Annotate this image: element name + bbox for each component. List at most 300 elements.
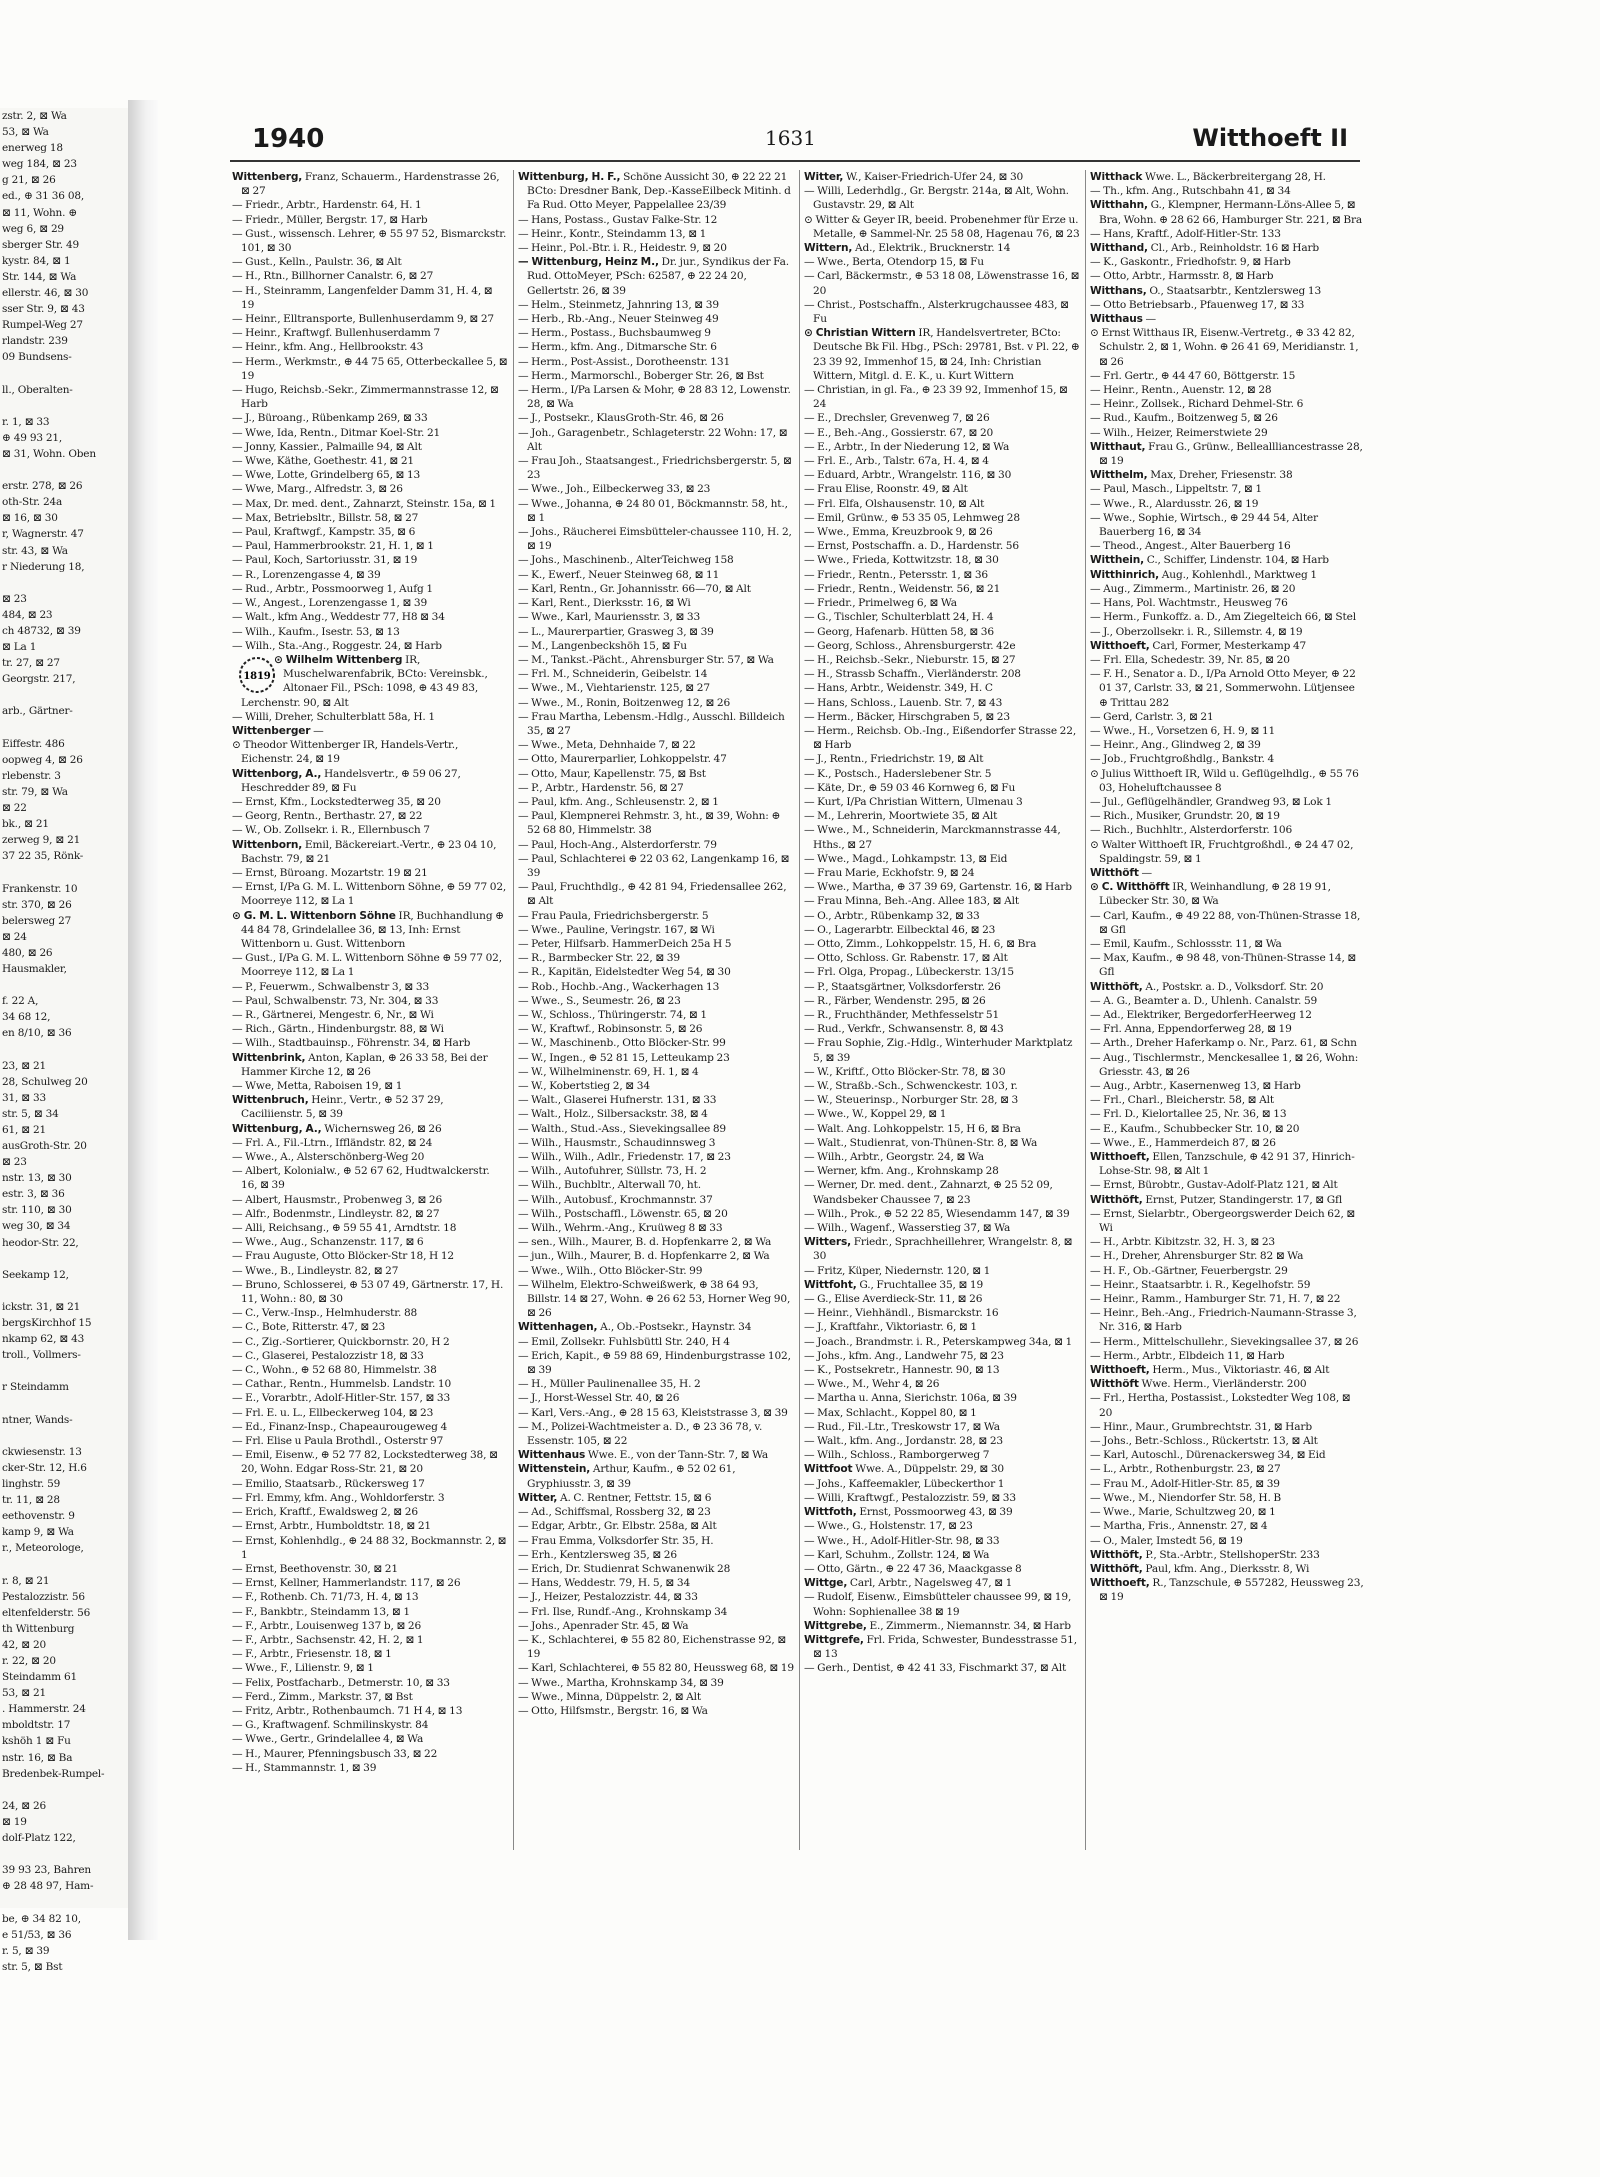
directory-entry xyxy=(518,951,794,965)
directory-entry xyxy=(804,852,1080,866)
entry-details: Ernst, Possmoorweg 43, ⊠ 39 xyxy=(856,1506,1013,1519)
entry-details: — xyxy=(310,724,324,737)
entry-details: — W., Angest., Lorenzengasse 1, ⊠ 39 xyxy=(232,597,428,610)
directory-entry xyxy=(518,1406,794,1420)
directory-entry xyxy=(1090,1534,1366,1548)
entry-surname: Witthoeft, xyxy=(1090,1364,1150,1377)
entry-details: — Wilh., Wagenf., Wasserstieg 37, ⊠ Wa xyxy=(804,1222,1011,1235)
entry-details: — Rud., Verkfr., Schwansenstr. 8, ⊠ 43 xyxy=(804,1023,1004,1036)
entry-details: — Johs., Betr.-Schloss., Rückertstr. 13, ⊠ Alt xyxy=(1090,1435,1318,1448)
left-fragment-line: zstr. 2, ⊠ Wa xyxy=(2,110,67,122)
left-fragment-line: linghstr. 59 xyxy=(2,1477,61,1490)
left-fragment-line: ⊕ 28 48 97, Ham- xyxy=(2,1880,94,1893)
directory-entry xyxy=(1090,227,1366,241)
directory-entry xyxy=(1090,1207,1366,1235)
entry-details: — A. G., Beamter a. D., Uhlenh. Canalstr. 59 xyxy=(1090,994,1318,1007)
entry-details: — Hans, Arbtr., Weidenstr. 349, H. C xyxy=(804,682,993,695)
directory-entry xyxy=(1090,1036,1366,1050)
directory-entry xyxy=(804,1036,1080,1064)
left-fragment-line: r Niederung 18, xyxy=(2,560,85,573)
directory-entry xyxy=(518,383,794,411)
directory-entry xyxy=(1090,1420,1366,1434)
company-logo xyxy=(237,655,277,695)
entry-details: — Kurt, I/Pa Christian Wittern, Ulmenau 3 xyxy=(804,795,1023,808)
entry-details: — Wilh., Postschaffl., Löwenstr. 65, ⊠ 20 xyxy=(518,1207,728,1220)
entry-details: — W., Kriftf., Otto Blöcker-Str. 78, ⊠ 30 xyxy=(804,1065,1006,1078)
entry-details: — Wwe., Marie, Schultzweg 20, ⊠ 1 xyxy=(1090,1506,1276,1519)
entry-details: — Johs., Räucherei Eimsbütteler-chaussee 110, H. 2, ⊠ 19 xyxy=(518,526,792,553)
directory-entry xyxy=(232,1534,508,1562)
left-fragment-line: ⊠ 23 xyxy=(2,592,27,605)
entry-details: — Emil, Grünw., ⊕ 53 35 05, Lehmweg 28 xyxy=(804,511,1020,524)
entry-details: — Ed., Finanz-Insp., Chapeaurougeweg 4 xyxy=(232,1420,448,1433)
directory-entry xyxy=(518,411,794,425)
left-fragment-line: mboldtstr. 17 xyxy=(2,1719,71,1732)
entry-details: — R., Lorenzengasse 4, ⊠ 39 xyxy=(232,568,381,581)
directory-entry xyxy=(232,1448,508,1476)
left-fragment-line xyxy=(0,1251,128,1267)
directory-entry xyxy=(804,1136,1080,1150)
directory-entry xyxy=(232,355,508,383)
entry-details: — Wilh., Sta.-Ang., Roggestr. 24, ⊠ Harb xyxy=(232,639,442,652)
directory-entry xyxy=(1090,1022,1366,1036)
entry-details: — Hans, Kraftf., Adolf-Hitler-Str. 133 xyxy=(1090,227,1281,240)
entry-details: — Frau Joh., Staatsangest., Friedrichsbergerstr. 5, ⊠ 23 xyxy=(518,455,792,482)
directory-entry xyxy=(804,426,1080,440)
left-fragment-line: erstr. 278, ⊠ 26 xyxy=(2,480,83,493)
entry-details: — Gerh., Dentist, ⊕ 42 41 33, Fischmarkt 37, ⊠ Alt xyxy=(804,1662,1067,1675)
entry-details: — O., Arbtr., Rübenkamp 32, ⊠ 33 xyxy=(804,909,980,922)
directory-entry xyxy=(232,1193,508,1207)
entry-details: Wwe. A., Düppelstr. 29, ⊠ 30 xyxy=(852,1463,1005,1476)
entry-details: Frau G., Grünw., Belleallliancestrasse 28, ⊠ 19 xyxy=(1099,440,1363,468)
directory-entry xyxy=(232,980,508,994)
directory-entry xyxy=(232,1207,508,1221)
entry-details: Paul, kfm. Ang., Dierksstr. 8, Wi xyxy=(1142,1562,1310,1575)
entry-details: — Wilh., Autobusf., Krochmannstr. 37 xyxy=(518,1193,713,1206)
entry-details: — Wwe., Martha, Krohnskamp 34, ⊠ 39 xyxy=(518,1676,724,1689)
left-fragment-line: enerweg 18 xyxy=(2,142,63,155)
entry-details: — Paul, Schlachterei ⊕ 22 03 62, Langenkamp 16, ⊠ 39 xyxy=(518,852,790,879)
entry-details: — Wilh., Stadtbauinsp., Föhrenstr. 34, ⊠ Harb xyxy=(232,1037,471,1050)
directory-entry xyxy=(232,1164,508,1192)
entry-details: — Otto, Hilfsmstr., Bergstr. 16, ⊠ Wa xyxy=(518,1704,708,1717)
directory-entry xyxy=(1090,596,1366,610)
entry-details: — Emil, Eisenw., ⊕ 52 77 82, Lockstedterweg 38, ⊠ 20, Wohn. Edgar Ross-Str. 21, ⊠ 20 xyxy=(232,1449,498,1476)
directory-entry xyxy=(804,866,1080,880)
directory-entry xyxy=(804,1264,1080,1278)
entry-details: — Wwe, Ida, Rentn., Ditmar Koel-Str. 21 xyxy=(232,426,441,439)
entry-details: — Rob., Hochb.-Ang., Wackerhagen 13 xyxy=(518,980,720,993)
directory-entry xyxy=(1090,653,1366,667)
entry-details: — Wwe, Käthe, Goethestr. 41, ⊠ 21 xyxy=(232,455,415,468)
directory-entry xyxy=(1090,1193,1366,1207)
directory-entry xyxy=(518,568,794,582)
directory-entry xyxy=(1090,1079,1366,1093)
directory-entry xyxy=(232,1676,508,1690)
entry-details: — Wwe., Aug., Schanzenstr. 117, ⊠ 6 xyxy=(232,1236,424,1249)
directory-column-1 xyxy=(232,170,508,1860)
directory-entry xyxy=(1090,838,1366,866)
entry-details: — Herb., Rb.-Ang., Neuer Steinweg 49 xyxy=(518,313,719,326)
entry-details: — Carl, Kaufm., ⊕ 49 22 88, von-Thünen-Strasse 18, ⊠ Gfl xyxy=(1090,909,1361,936)
left-fragment-line: rlandstr. 239 xyxy=(2,335,68,348)
entry-details: — W., Ingen., ⊕ 52 81 15, Letteukamp 23 xyxy=(518,1051,730,1064)
directory-entry xyxy=(1090,610,1366,624)
directory-entry xyxy=(1090,312,1366,326)
entry-details: — Gust., wissensch. Lehrer, ⊕ 55 97 52, Bismarckstr. 101, ⊠ 30 xyxy=(232,227,507,255)
directory-entry xyxy=(232,1619,508,1633)
directory-entry xyxy=(1090,1178,1366,1192)
left-fragment-line: arb., Gärtner- xyxy=(2,705,73,718)
left-page-fragment xyxy=(0,108,130,1973)
directory-entry xyxy=(518,937,794,951)
entry-details: — Th., kfm. Ang., Rutschbahn 41, ⊠ 34 xyxy=(1090,185,1291,198)
left-fragment-line: 23, ⊠ 21 xyxy=(2,1059,46,1072)
entry-details: — Max, Betriebsltr., Billstr. 58, ⊠ 27 xyxy=(232,511,419,524)
entry-details: — Hinr., Maur., Grumbrechtstr. 31, ⊠ Harb xyxy=(1090,1420,1312,1433)
directory-entry xyxy=(232,1036,508,1050)
entry-details: — Frl. Anna, Eppendorferweg 28, ⊠ 19 xyxy=(1090,1023,1292,1036)
left-fragment-line: cker-Str. 12, H.6 xyxy=(2,1461,87,1474)
left-fragment-line: ⊠ 11, Wohn. ⊕ xyxy=(2,206,77,219)
directory-entry xyxy=(518,610,794,624)
directory-entry xyxy=(518,1249,794,1263)
entry-details: — Ernst, Kellner, Hammerlandstr. 117, ⊠ 26 xyxy=(232,1577,461,1590)
directory-entry xyxy=(1090,866,1366,880)
entry-details: — Otto, Zimm., Lohkoppelstr. 15, H. 6, ⊠ Bra xyxy=(804,937,1037,950)
running-title: Witthoeft II xyxy=(1192,124,1348,152)
left-fragment-line: str. 370, ⊠ 26 xyxy=(2,898,72,911)
directory-entry xyxy=(518,809,794,837)
directory-entry xyxy=(804,553,1080,567)
left-fragment-line: nkamp 62, ⊠ 43 xyxy=(2,1333,85,1346)
entry-details: Friedr., Sprachheillehrer, Wrangelstr. 8, ⊠ 30 xyxy=(813,1236,1073,1263)
left-fragment-line: g 21, ⊠ 26 xyxy=(2,174,56,187)
directory-entry xyxy=(232,426,508,440)
directory-entry xyxy=(1090,468,1366,482)
entry-details: — Erh., Kentzlersweg 35, ⊠ 26 xyxy=(518,1548,677,1561)
directory-entry xyxy=(518,653,794,667)
entry-details: — W., Steuerinsp., Norburger Str. 28, ⊠ 3 xyxy=(804,1094,1019,1107)
left-fragment-line: Rumpel-Weg 27 xyxy=(2,319,83,332)
entry-details: — Otto, Maur, Kapellenstr. 75, ⊠ Bst xyxy=(518,767,706,780)
entry-details: — Wwe., S., Seumestr. 26, ⊠ 23 xyxy=(518,994,681,1007)
directory-entry xyxy=(1090,1249,1366,1263)
left-fragment-line: eltenfelderstr. 56 xyxy=(2,1606,91,1619)
directory-entry xyxy=(232,383,508,411)
directory-entry xyxy=(804,482,1080,496)
directory-entry xyxy=(1090,767,1366,795)
entry-details: — sen., Wilh., Maurer, B. d. Hopfenkarre 2, ⊠ Wa xyxy=(518,1236,772,1249)
left-fragment-line xyxy=(0,1556,128,1572)
directory-column-3 xyxy=(804,170,1080,1860)
directory-entry xyxy=(518,1178,794,1192)
left-fragment-line: dolf-Platz 122, xyxy=(2,1832,76,1845)
entry-details: — Ernst, Sielarbtr., Obergeorgswerder Deich 62, ⊠ Wi xyxy=(1090,1207,1356,1235)
entry-details: — Herm., Arbtr., Elbdeich 11, ⊠ Harb xyxy=(1090,1349,1285,1362)
entry-details: — Heinr., Staatsarbtr. i. R., Kegelhofstr. 59 xyxy=(1090,1278,1311,1291)
left-fragment-line: th Wittenburg xyxy=(2,1622,75,1635)
entry-details: — Joach., Brandmstr. i. R., Peterskampweg 34a, ⊠ 1 xyxy=(804,1335,1073,1348)
directory-entry xyxy=(232,227,508,255)
left-fragment-line: r. 1, ⊠ 33 xyxy=(2,415,50,428)
entry-details: — Herm., Reichsb. Ob.-Ing., Eißendorfer Strasse 22, ⊠ Harb xyxy=(804,724,1077,752)
entry-details: — Georg, Schloss., Ahrensburgerstr. 42e xyxy=(804,639,1016,652)
directory-entry xyxy=(518,1008,794,1022)
directory-entry xyxy=(1090,809,1366,823)
directory-entry xyxy=(518,525,794,553)
entry-details: — K., Postsch., Haderslebener Str. 5 xyxy=(804,767,992,780)
entry-details: — C., Glaserei, Pestalozzistr 18, ⊠ 33 xyxy=(232,1349,424,1362)
directory-entry xyxy=(232,710,508,724)
directory-entry xyxy=(232,1363,508,1377)
entry-details: — Hans, Postass., Gustav Falke-Str. 12 xyxy=(518,213,718,226)
entry-details: — Herm., Mittelschullehr., Sievekingsallee 37, ⊠ 26 xyxy=(1090,1335,1359,1348)
column-divider xyxy=(799,170,800,1850)
entry-details: — Ernst, Kohlenhdlg., ⊕ 24 88 32, Bockmannstr. 2, ⊠ 1 xyxy=(232,1534,507,1561)
directory-entry xyxy=(1090,1391,1366,1419)
directory-entry xyxy=(518,255,794,298)
entry-details: — Karl, Rent., Dierksstr. 16, ⊠ Wi xyxy=(518,597,691,610)
directory-entry xyxy=(804,894,1080,908)
directory-entry xyxy=(1090,752,1366,766)
directory-entry xyxy=(1090,795,1366,809)
entry-details: — Frau Martha, Lebensm.-Hdlg., Ausschl. Billdeich 35, ⊠ 27 xyxy=(518,710,785,737)
left-fragment-line xyxy=(0,1428,128,1444)
directory-entry xyxy=(1090,1008,1366,1022)
entry-surname: Wittenborn, xyxy=(232,838,303,851)
directory-entry xyxy=(804,823,1080,851)
directory-entry xyxy=(1090,482,1366,496)
entry-details: — H., Dreher, Ahrensburger Str. 82 ⊠ Wa xyxy=(1090,1250,1304,1263)
left-fragment-line: 53, ⊠ 21 xyxy=(2,1687,46,1700)
entry-details: — Wwe., M., Niendorfer Str. 58, H. B xyxy=(1090,1491,1282,1504)
entry-details: Schöne Aussicht 30, ⊕ 22 22 21 BCto: Dresdner Bank, Dep.-KasseEilbeck Mitinh. d Fa Rud. Otto Meyer, Pappelallee 23/39 xyxy=(527,171,791,212)
left-fragment-line: r, Wagnerstr. 47 xyxy=(2,528,84,541)
left-fragment-line: str. 5, ⊠ Bst xyxy=(2,1960,63,1973)
column-divider xyxy=(1085,170,1086,1850)
directory-entry xyxy=(804,1207,1080,1221)
directory-entry xyxy=(518,1462,794,1490)
entry-details: — Wilh., Autofuhrer, Süllstr. 73, H. 2 xyxy=(518,1165,707,1178)
entry-details: — Felix, Postfacharb., Detmerstr. 10, ⊠ 33 xyxy=(232,1676,450,1689)
directory-entry xyxy=(804,1477,1080,1491)
directory-entry xyxy=(518,1519,794,1533)
left-fragment-line: r. 8, ⊠ 21 xyxy=(2,1574,50,1587)
directory-entry xyxy=(1090,440,1366,468)
directory-entry xyxy=(1090,639,1366,653)
entry-details: — Wwe., M., Wehr 4, ⊠ 26 xyxy=(804,1378,940,1391)
entry-details: — Walt., Holz., Silbersackstr. 38, ⊠ 4 xyxy=(518,1108,708,1121)
left-fragment-line xyxy=(0,366,128,382)
entry-details: — F., Arbtr., Friesenstr. 18, ⊠ 1 xyxy=(232,1648,392,1661)
directory-entry xyxy=(232,724,508,738)
entry-details: — E., Kaufm., Schubbecker Str. 10, ⊠ 20 xyxy=(1090,1122,1300,1135)
directory-entry xyxy=(804,951,1080,965)
left-fragment-line: 09 Bundsens- xyxy=(2,351,72,364)
directory-entry xyxy=(232,198,508,212)
entry-details: — Walt., Studienrat, von-Thünen-Str. 8, ⊠ Wa xyxy=(804,1136,1038,1149)
left-fragment-line: en 8/10, ⊠ 36 xyxy=(2,1027,72,1040)
entry-details: — Willi, Dreher, Schulterblatt 58a, H. 1 xyxy=(232,710,435,723)
entry-details: — H., Arbtr. Kibitzstr. 32, H. 3, ⊠ 23 xyxy=(1090,1236,1276,1249)
left-fragment-line xyxy=(0,864,128,880)
entry-surname: Wittern, xyxy=(804,242,853,255)
directory-entry xyxy=(804,809,1080,823)
directory-entry xyxy=(804,980,1080,994)
left-fragment-line: 24, ⊠ 26 xyxy=(2,1799,46,1812)
entry-details: — H., Steinramm, Langenfelder Damm 31, H. 4, ⊠ 19 xyxy=(232,284,493,311)
directory-entry xyxy=(1090,1491,1366,1505)
entry-details: — Heinr., Kraftwgf. Bullenhuserdamm 7 xyxy=(232,327,440,340)
company-logo-year: 1819 xyxy=(243,670,271,682)
directory-entry xyxy=(804,1661,1080,1675)
entry-details: — Aug., Zimmerm., Martinistr. 26, ⊠ 20 xyxy=(1090,582,1296,595)
entry-details: — Walth., Stud.-Ass., Sievekingsallee 89 xyxy=(518,1122,727,1135)
directory-entry xyxy=(518,738,794,752)
entry-details: — Frl. E., Arb., Talstr. 67a, H. 4, ⊠ 4 xyxy=(804,455,989,468)
entry-surname: Wittenburg, H. F., xyxy=(518,171,621,183)
entry-details: — Frl., Charl., Bleicherstr. 58, ⊠ Alt xyxy=(1090,1094,1274,1107)
directory-entry xyxy=(804,610,1080,624)
directory-entry xyxy=(518,880,794,908)
directory-entry xyxy=(1090,937,1366,951)
directory-entry xyxy=(518,1022,794,1036)
left-fragment-line: ⊠ La 1 xyxy=(2,641,37,654)
entry-details: — Max, Kaufm., ⊕ 98 48, von-Thünen-Strasse 14, ⊠ Gfl xyxy=(1090,952,1357,979)
entry-details: IR, Handelsvertreter, BCto: Deutsche Bk Fil. Hbg., PSch: 29781, Bst. v Pl. 22, ⊕ 23 39 92, Immenhof 15, ⊠ 24, Inh: Christian Wittern, Mitgl. d. E. K., u. Kurt Wittern xyxy=(813,327,1080,382)
entry-details: — Johs., Kaffeemakler, Lübeckerthor 1 xyxy=(804,1477,1005,1490)
left-fragment-line: be, ⊕ 34 82 10, xyxy=(2,1912,81,1925)
directory-entry xyxy=(1090,255,1366,269)
left-fragment-line: ckwiesenstr. 13 xyxy=(2,1445,82,1458)
entry-details: — Heinr., Pol.-Btr. i. R., Heidestr. 9, ⊠ 20 xyxy=(518,242,727,255)
directory-entry xyxy=(804,511,1080,525)
directory-entry xyxy=(232,1122,508,1136)
entry-details: — Frl. M., Schneiderin, Geibelstr. 14 xyxy=(518,668,708,681)
directory-entry xyxy=(232,1505,508,1519)
entry-details: — Willi, Kraftwgf., Pestalozzistr. 59, ⊠ 33 xyxy=(804,1491,1016,1504)
entry-details: — F., Bankbtr., Steindamm 13, ⊠ 1 xyxy=(232,1605,410,1618)
entry-details: — O., Maler, Imstedt 56, ⊠ 19 xyxy=(1090,1534,1243,1547)
left-fragment-line: nstr. 13, ⊠ 30 xyxy=(2,1172,72,1185)
entry-details: — H., Strassb Schaffn., Vierländerstr. 208 xyxy=(804,668,1021,681)
entry-details: A. C. Rentner, Fettstr. 15, ⊠ 6 xyxy=(557,1491,712,1504)
entry-details: — Gust., Kelln., Paulstr. 36, ⊠ Alt xyxy=(232,256,402,269)
entry-details: — Wilh., Wilh., Adlr., Friedenstr. 17, ⊠ 23 xyxy=(518,1151,731,1164)
left-fragment-line: ⊠ 16, ⊠ 30 xyxy=(2,512,58,525)
entry-details: — Gust., I/Pa G. M. L. Wittenborn Söhne ⊕ 59 77 02, Moorreye 112, ⊠ La 1 xyxy=(232,952,502,979)
directory-entry xyxy=(232,625,508,639)
directory-entry xyxy=(804,1434,1080,1448)
directory-entry xyxy=(1090,667,1366,710)
directory-entry xyxy=(518,1335,794,1349)
entry-surname: Wittenhaus xyxy=(518,1449,586,1462)
directory-entry xyxy=(232,312,508,326)
entry-details: E., Zimmerm., Niemannstr. 34, ⊠ Harb xyxy=(866,1619,1071,1632)
directory-entry xyxy=(804,724,1080,752)
entry-surname: Witthand, xyxy=(1090,242,1148,255)
entry-details: — Georg, Rentn., Berthastr. 27, ⊠ 22 xyxy=(232,810,423,823)
entry-details: Handelsvertr., ⊕ 59 06 27, Heschredder 89, ⊠ Fu xyxy=(241,767,461,794)
entry-details: — F., Rothenb. Ch. 71/73, H. 4, ⊠ 13 xyxy=(232,1591,419,1604)
directory-entry xyxy=(804,1235,1080,1263)
entry-surname: Wittge, xyxy=(804,1577,848,1590)
left-fragment-line: r., Meteorologe, xyxy=(2,1542,84,1555)
entry-details: — Paul, kfm. Ang., Schleusenstr. 2, ⊠ 1 xyxy=(518,795,719,808)
left-fragment-line: ⊕ 49 93 21, xyxy=(2,431,63,444)
directory-entry xyxy=(518,625,794,639)
directory-entry xyxy=(518,1377,794,1391)
left-fragment-line: tr. 11, ⊠ 28 xyxy=(2,1494,60,1507)
directory-entry xyxy=(518,1633,794,1661)
entry-details: — Heinr., Zollsek., Richard Dehmel-Str. 6 xyxy=(1090,398,1304,411)
directory-entry xyxy=(804,696,1080,710)
directory-entry xyxy=(1090,539,1366,553)
entry-details: — R., Fruchthänder, Methfesselstr 51 xyxy=(804,1008,1000,1021)
entry-details: — G., Elise Averdieck-Str. 11, ⊠ 26 xyxy=(804,1293,983,1306)
left-fragment-line: kystr. 84, ⊠ 1 xyxy=(2,254,71,267)
entry-details: — Paul, Koch, Sartoriusstr. 31, ⊠ 19 xyxy=(232,554,418,567)
entry-details: — F. H., Senator a. D., I/Pa Arnold Otto Meyer, ⊕ 22 01 37, Carlstr. 33, ⊠ 21, Sommerwohn. Lütjensee ⊕ Trittau 282 xyxy=(1090,668,1356,709)
directory-entry xyxy=(518,1107,794,1121)
entry-surname: Witthaut, xyxy=(1090,440,1146,453)
entry-details: — Walt., kfm Ang., Weddestr 77, H8 ⊠ 34 xyxy=(232,611,445,624)
left-fragment-line: weg 6, ⊠ 29 xyxy=(2,222,64,235)
directory-entry xyxy=(232,1320,508,1334)
entry-details: — Walt., kfm. Ang., Jordanstr. 28, ⊠ 23 xyxy=(804,1435,1003,1448)
directory-entry xyxy=(804,937,1080,951)
directory-entry xyxy=(804,255,1080,269)
directory-entry xyxy=(232,1420,508,1434)
entry-details: — Herm., Bäcker, Hirschgraben 5, ⊠ 23 xyxy=(804,710,1010,723)
directory-entry xyxy=(1090,426,1366,440)
entry-details: — C., Wohn., ⊕ 52 68 80, Himmelstr. 38 xyxy=(232,1364,437,1377)
entry-surname: Witthöft, xyxy=(1090,1548,1143,1561)
left-fragment-line: f. 22 A, xyxy=(2,995,39,1008)
directory-entry xyxy=(1090,1448,1366,1462)
entry-details: Carl, Arbtr., Nagelsweg 47, ⊠ 1 xyxy=(847,1577,1013,1590)
entry-surname: Wittenstein, xyxy=(518,1463,591,1476)
directory-entry xyxy=(232,1761,508,1775)
directory-entry xyxy=(1090,397,1366,411)
directory-entry xyxy=(1090,170,1366,184)
left-fragment-line xyxy=(0,1396,128,1412)
entry-details: — E., Beh.-Ang., Gossierstr. 67, ⊠ 20 xyxy=(804,426,994,439)
column-divider xyxy=(513,170,514,1850)
directory-entry xyxy=(804,1349,1080,1363)
directory-entry xyxy=(232,1491,508,1505)
directory-entry xyxy=(518,980,794,994)
entry-details: — Wilh., Arbtr., Georgstr. 24, ⊠ Wa xyxy=(804,1151,984,1164)
left-fragment-line: ll., Oberalten- xyxy=(2,383,73,396)
entry-details: C., Schiffer, Lindenstr. 104, ⊠ Harb xyxy=(1144,554,1329,567)
entry-details: Wichernsweg 26, ⊠ 26 xyxy=(321,1122,442,1135)
left-fragment-line: Seekamp 12, xyxy=(2,1268,69,1281)
directory-entry xyxy=(1090,880,1366,908)
directory-entry xyxy=(804,1008,1080,1022)
directory-entry xyxy=(232,767,508,795)
directory-entry xyxy=(1090,369,1366,383)
entry-surname: Witters, xyxy=(804,1236,851,1249)
left-fragment-line: kamp 9, ⊠ Wa xyxy=(2,1526,74,1539)
directory-entry xyxy=(1090,1136,1366,1150)
entry-details: — Eduard, Arbtr., Wrangelstr. 116, ⊠ 30 xyxy=(804,469,1012,482)
entry-details: — C., Verw.-Insp., Helmhuderstr. 88 xyxy=(232,1307,418,1320)
entry-surname: Wittgrebe, xyxy=(804,1619,867,1632)
entry-details: — R., Barmbecker Str. 22, ⊠ 39 xyxy=(518,952,680,965)
